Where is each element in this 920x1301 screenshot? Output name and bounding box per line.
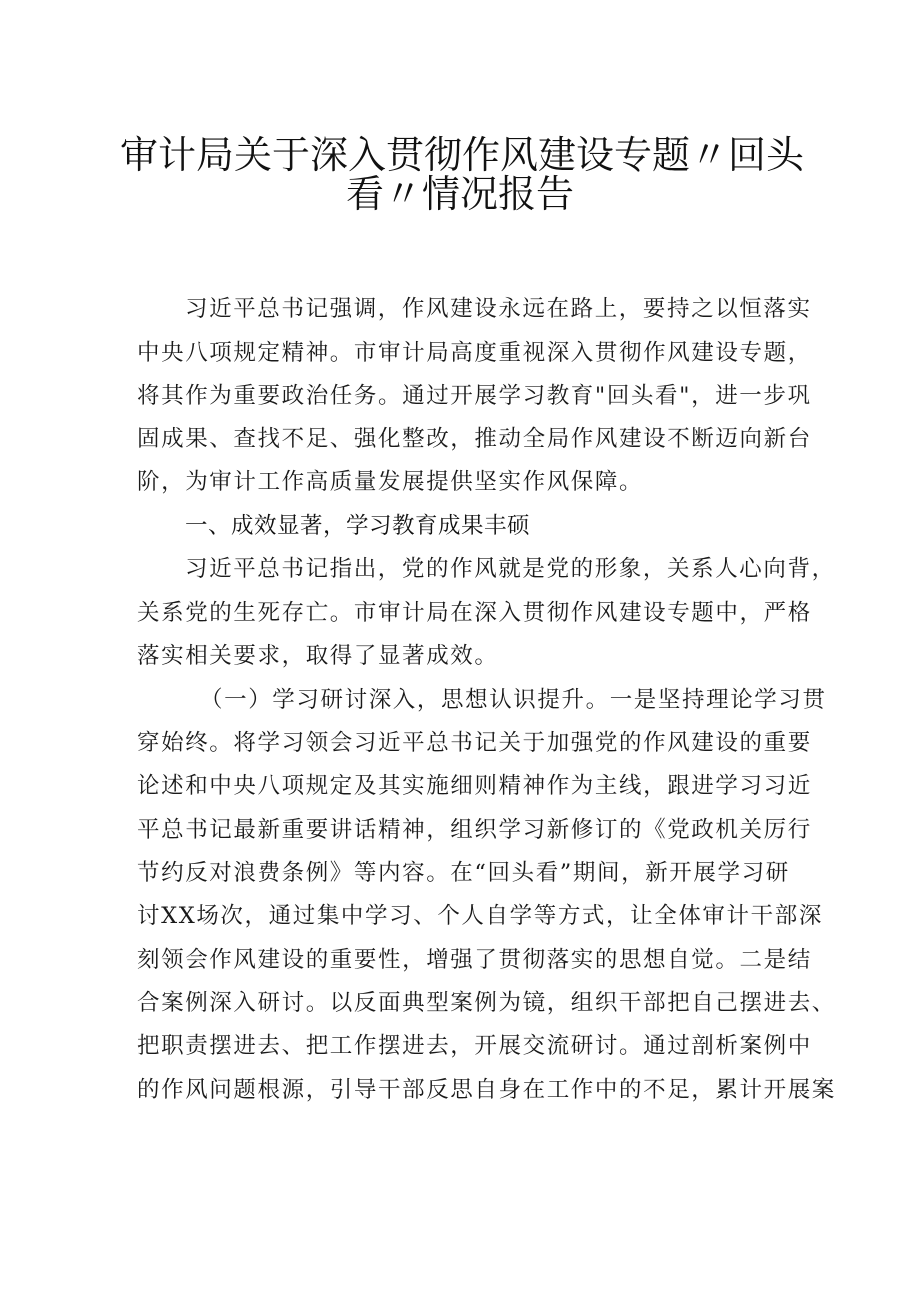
section-heading: 一、成效显著，学习教育成果丰硕 <box>185 513 531 539</box>
paragraph-line: 讨XX场次，通过集中学习、个人自学等方式，让全体审计干部深 <box>137 903 823 929</box>
paragraph-line: 论述和中央八项规定及其实施细则精神作为主线，跟进学习习近 <box>137 773 812 799</box>
paragraph-line: 习近平总书记指出，党的作风就是党的形象，关系人心向背， <box>185 556 836 582</box>
paragraph-line: 关系党的生死存亡。市审计局在深入贯彻作风建设专题中，严格 <box>137 600 812 626</box>
paragraph-line: 把职责摆进去、把工作摆进去，开展交流研讨。通过剖析案例中 <box>137 1033 812 1059</box>
paragraph-line: 的作风问题根源，引导干部反思自身在工作中的不足，累计开展案 <box>137 1077 836 1103</box>
paragraph-line: 平总书记最新重要讲话精神，组织学习新修订的《党政机关厉行 <box>137 817 812 843</box>
paragraph-line: 固成果、查找不足、强化整改，推动全局作风建设不断迈向新台 <box>137 426 812 452</box>
paragraph-line: 中央八项规定精神。市审计局高度重视深入贯彻作风建设专题， <box>137 340 812 366</box>
document-title-line-2: 看〃情况报告 <box>345 172 574 216</box>
paragraph-line: 刻领会作风建设的重要性，增强了贯彻落实的思想自觉。二是结 <box>137 947 812 973</box>
paragraph-line: 节约反对浪费条例》等内容。在“回头看”期间，新开展学习研 <box>137 860 790 886</box>
paragraph-line: 习近平总书记强调，作风建设永远在路上，要持之以恒落实 <box>185 296 812 322</box>
document-title-line-1: 审计局关于深入贯彻作风建设专题〃回头 <box>120 133 805 177</box>
paragraph-line: 穿始终。将学习领会习近平总书记关于加强党的作风建设的重要 <box>137 730 812 756</box>
paragraph-line: 合案例深入研讨。以反面典型案例为镜，组织干部把自己摆进去、 <box>137 990 836 1016</box>
paragraph-line: 阶，为审计工作高质量发展提供坚实作风保障。 <box>137 469 644 495</box>
paragraph-line: 将其作为重要政治任务。通过开展学习教育"回头看"，进一步巩 <box>137 383 812 409</box>
paragraph-line: 落实相关要求，取得了显著成效。 <box>137 643 499 669</box>
paragraph-line: （一）学习研讨深入，思想认识提升。一是坚持理论学习贯 <box>200 687 827 713</box>
